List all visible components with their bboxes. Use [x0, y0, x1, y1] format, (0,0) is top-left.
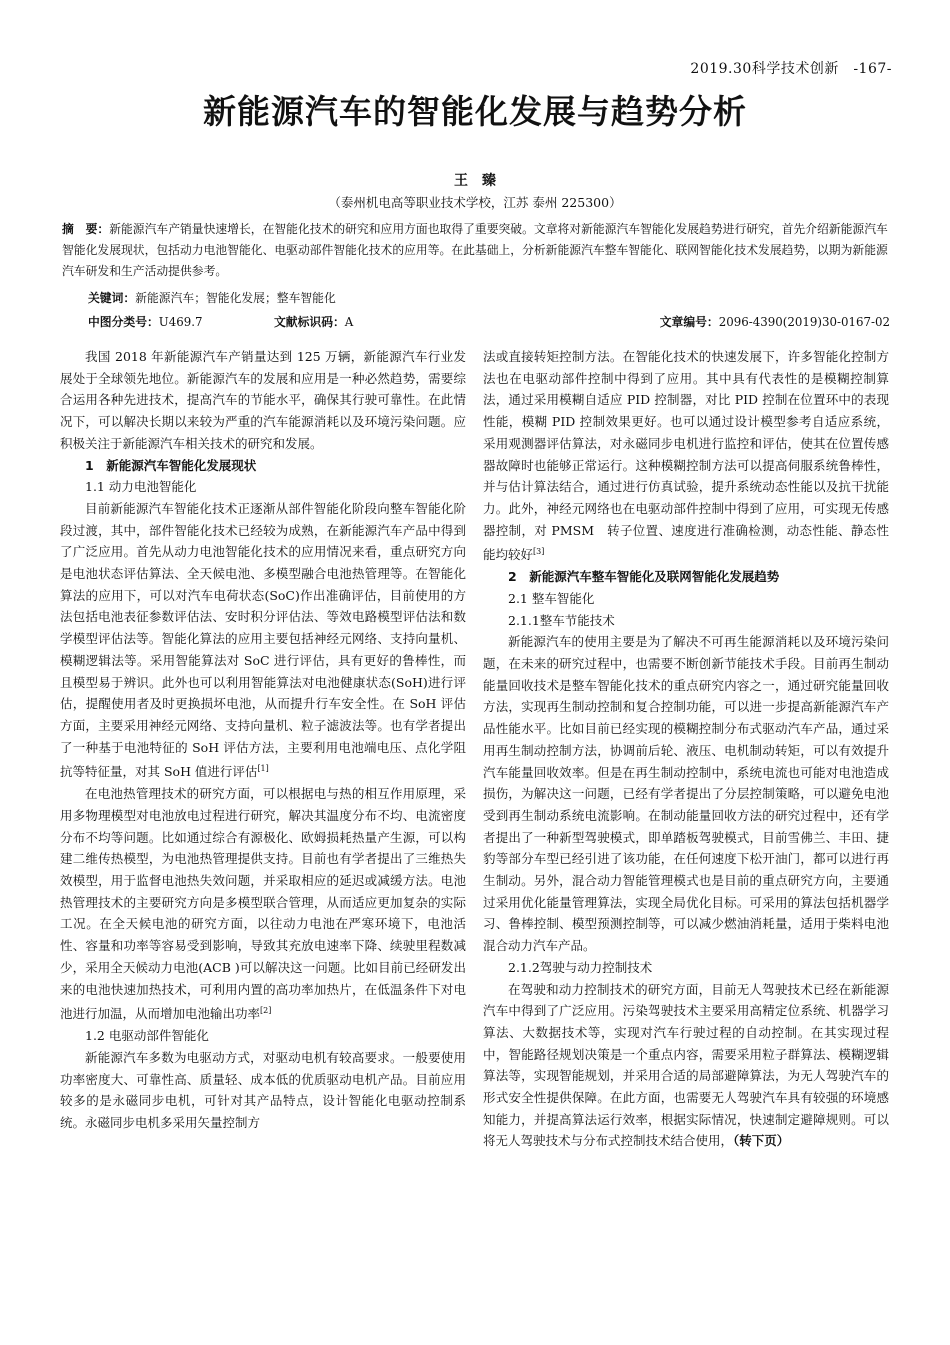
- affiliation: （泰州机电高等职业技术学校，江苏 泰州 225300）: [328, 195, 622, 210]
- paragraph: 新能源汽车的使用主要是为了解决不可再生能源消耗以及环境污染问题，在未来的研究过程中，也需要不断创新节能技术手段。目前再生制动能量回收技术是整车智能化技术的重点研究内容之一，通过研究能量回收方法，实现再生制动控制和复合控制功能，可以进一步提高新能源汽车产品性能水平。比如目前已经实现的模糊控制分布式驱动汽车产品，通过采用再生制动控制方法，协调前后轮、液压、电机制动转矩，可以有效提升汽车能量回收效率。但是在再生制动控制中，系统电流也可能对电池造成损伤，为解决这一问题，已经有学者提出了分层控制策略，可以避免电池受到再生制动系统电流影响。在制动能量回收方法的研究过程中，还有学者提出了一种新型驾驶模式，即单踏板驾驶模式，目前雪佛兰、丰田、捷豹等部分车型已经引进了该功能，在任何速度下松开油门，都可以进行再生制动。另外，混合动力智能管理模式也是目前的重点研究方向，主要通过采用优化能量管理算法，实现全局优化目标。可采用的算法包括机器学习、鲁棒控制、模型预测控制等，可以减少燃油消耗量，适用于柴料电池混合动力汽车产品。: [483, 634, 889, 954]
- intro-paragraph: 我国 2018 年新能源汽车产销量达到 125 万辆，新能源汽车行业发展处于全球领先地位。新能源汽车的发展和应用是一种必然趋势，需要综合运用各种先进技术，提高汽车的节能水平，确保其行驶可靠性。在此情况下，可以解决长期以来较为严重的汽车能源消耗以及环境污染问题。应积极关注于新能源汽车相关技术的研究和发展。: [60, 349, 466, 451]
- article-value: 2096-4390(2019)30-0167-02: [718, 315, 890, 329]
- paragraph: [60, 783, 466, 1025]
- keywords: [88, 289, 888, 306]
- paragraph-text: 在驾驶和动力控制技术的研究方面，目前无人驾驶技术已经在新能源汽车中得到了广泛应用。污染驾驶技术主要采用高精定位系统、机器学习算法、大数据技术等，实现对汽车行驶过程的自动控制。在其实现过程中，智能路径规划决策是一个重点内容，需要采用粒子群算法、模糊逻辑算法等，实现智能规划，并采用合适的局部避障算法，为无人驾驶汽车的形式安全性提供保障。在此方面，也需要无人驾驶汽车具有较强的环境感知能力，并提高算法运行效率，根据实际情况，快速制定避障规则。可以将无人驾驶技术与分布式控制技术结合使用，: [483, 981, 889, 1149]
- doc-value: A: [344, 315, 354, 329]
- article-number: [660, 313, 890, 330]
- subsection-heading-1-1: 1.1 动力电池智能化: [85, 479, 197, 495]
- continued-label: （转下页）: [733, 1133, 790, 1149]
- paragraph-text: 目前新能源汽车智能化技术正逐渐从部件智能化阶段向整车智能化阶段过渡，其中，部件智能化技术已经较为成熟，在新能源汽车产品中得到了广泛应用。首先从动力电池智能化技术的应用情况来看，重点研究方向是电池状态评估算法、全天候电池、多模型融合电池热管理等。在智能化算法的应用下，可以对汽车电荷状态(SoC)作出准确评估，目前使用的方法包括电池表征参数评估法、安时积分评估法、等效电路模型评估法和数学模型评估法等。智能化算法的应用主要包括神经元网络、支持向量机、模糊逻辑法等。采用智能算法对 SoC 进行评估，具有更好的鲁棒性，而且模型易于辨识。此外也可以利用智能算法对电池健康状态(SoH)进行评估，提醒使用者及时更换损坏电池，从而提升行车安全性。在 SoH 评估方面，主要采用神经元网络、支持向量机、粒子滤波法等。也有学者提出了一种基于电池特征的 SoH 评估方法，主要利用电池端电压、点化学阻抗等特征量，对其 SoH 值进行评估: [60, 500, 466, 780]
- subsection-heading-2-1-2: 2.1.2驾驶与动力控制技术: [508, 959, 653, 975]
- right-column: [483, 346, 889, 1152]
- paragraph: 新能源汽车多数为电驱动方式，对驱动电机有较高要求。一般要使用功率密度大、可靠性高、质量轻、成本低的优质驱动电机产品。目前应用较多的是永磁同步电机，可针对其产品特点，设计智能化电驱动控制系统。永磁同步电机多采用矢量控制方: [60, 1049, 466, 1130]
- paragraph: [483, 346, 889, 566]
- paragraph: [483, 979, 889, 1153]
- paper-title: 新能源汽车的智能化发展与趋势分析: [203, 92, 747, 131]
- subsection-heading-1-2: 1.2 电驱动部件智能化: [85, 1028, 209, 1044]
- document-code: [274, 313, 353, 330]
- section-heading-1: 1 新能源汽车智能化发展现状: [85, 457, 257, 473]
- citation: [1]: [257, 764, 269, 774]
- keywords-text: 新能源汽车；智能化发展；整车智能化: [135, 291, 336, 305]
- abstract-text: 新能源汽车产销量快速增长，在智能化技术的研究和应用方面也取得了重要突破。文章将对新能源汽车智能化发展趋势进行研究，首先介绍新能源汽车智能化发展现状，包括动力电池智能化、电驱动部件智能化技术的应用等。在此基础上，分析新能源汽车整车智能化、联网智能化技术发展趋势，以期为新能源汽车研发和生产活动提供参考。: [62, 222, 888, 278]
- article-meta: [88, 313, 890, 331]
- class-value: U469.7: [158, 315, 203, 329]
- classification: [88, 313, 203, 330]
- abstract: [62, 219, 890, 282]
- author: 王 臻: [454, 173, 496, 189]
- section-heading-2: 2 新能源汽车整车智能化及联网智能化发展趋势: [508, 569, 780, 585]
- paragraph-text: 法或直接转矩控制方法。在智能化技术的快速发展下，许多智能化控制方法也在电驱动部件控制中得到了应用。其中具有代表性的是模糊控制算法，通过采用模糊自适应 PID 控制器，对比 PID 控制在位置环中的表现性能，模糊 PID 控制效果更好。也可以通过设计模型参考自适应系统，采用观测器评估算法，对永磁同步电机进行监控和评估，使其在位置传感器故障时也能够正常运行。这种模糊控制方法可以提高伺服系统鲁棒性，并与估计算法结合，通过进行仿真试验，提升系统动态性能以及抗干扰能力。此外，神经元网络也在电驱动部件控制中得到了应用，可实现无传感器控制，对 PMSM 转子位置、速度进行准确检测，动态性能、静态性能均较好: [483, 349, 889, 563]
- left-column: [60, 346, 466, 1134]
- subsection-heading-2-1-1: 2.1.1整车节能技术: [508, 612, 615, 628]
- citation: [2]: [260, 1006, 272, 1016]
- page-header: 2019.30科学技术创新 -167-: [690, 61, 892, 77]
- paragraph-text: 在电池热管理技术的研究方面，可以根据电与热的相互作用原理，采用多物理模型对电池放电过程进行研究，解决其温度分布不均、电流密度分布不均等问题。比如通过综合有源极化、欧姆损耗热量产生源，可以构建二维传热模型，为电池热管理提供支持。目前也有学者提出了三维热失效模型，用于监督电池热失效问题，并采取相应的延迟或减缓方法。电池热管理技术的主要研究方向是多模型联合管理，从而适应更加复杂的实际工况。在全天候电池的研究方面，以往动力电池在严寒环境下，电池活性、容量和功率等容易受到影响，导致其充放电速率下降、续驶里程数减少，采用全天候动力电池(ACB )可以解决这一问题。比如目前已经研发出来的电池快速加热技术，可利用内置的高功率加热片，在低温条件下对电池进行加温，从而增加电池输出功率: [60, 786, 466, 1022]
- citation: [3]: [533, 547, 545, 557]
- abstract-label: 摘 要：: [62, 222, 110, 236]
- paragraph: [60, 498, 466, 783]
- subsection-heading-2-1: 2.1 整车智能化: [508, 590, 595, 606]
- class-label: 中图分类号：: [88, 315, 159, 329]
- article-label: 文章编号：: [659, 315, 719, 329]
- keywords-label: 关键词：: [88, 291, 136, 305]
- doc-label: 文献标识码：: [274, 315, 345, 329]
